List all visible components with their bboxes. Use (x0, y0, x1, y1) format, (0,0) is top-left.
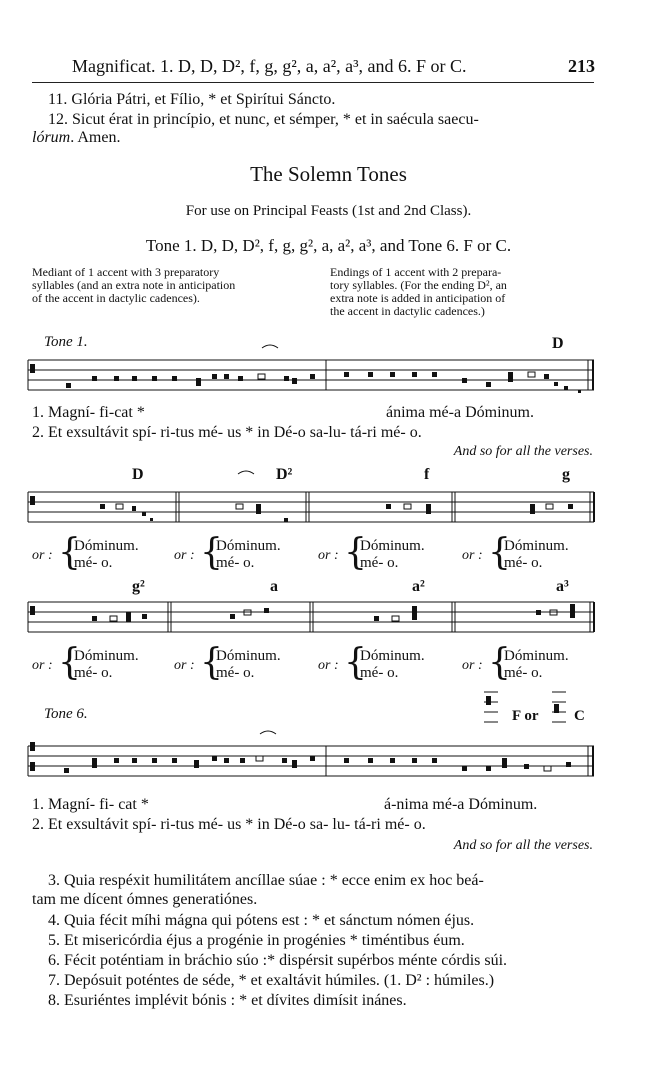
tone1-line1-left: 1. Magní- fi-cat * (32, 404, 145, 421)
verse-6: 6. Fécit poténtiam in bráchio súo :* dispérsit supérbos ménte córdis súi. (48, 952, 508, 969)
or-label: or : (318, 548, 339, 563)
ending-d-word1: Dóminum. (74, 538, 139, 554)
ending-g2-word2: mé- o. (74, 665, 113, 681)
tone6-and-so: And so for all the verses. (453, 838, 593, 853)
c-clef-icon-svg (552, 688, 570, 730)
tone1-and-so: And so for all the verses. (453, 444, 593, 459)
ending-g2-word1: Dóminum. (74, 648, 139, 664)
verse-7: 7. Depósuit poténtes de séde, * et exaltávit húmiles. (1. D² : húmiles.) (48, 972, 495, 989)
ending-f-word1: Dóminum. (360, 538, 425, 554)
header-rule (32, 82, 594, 83)
tone1-staff-svg (28, 356, 594, 398)
ending-label-a2: a² (412, 578, 425, 595)
ending-label-a3: a³ (556, 578, 569, 595)
tone6-f-or (512, 708, 539, 725)
verse-12-italic: lórum (32, 129, 71, 146)
endings-row1-staff (28, 488, 594, 530)
endings-row1-staff-svg (28, 488, 594, 530)
tone1-ending-label: D (552, 335, 564, 352)
ending-a2-word2: mé- o. (360, 665, 399, 681)
tone6-staff (28, 742, 594, 784)
ending-f-word2: mé- o. (360, 555, 399, 571)
ending-a-word1: Dóminum. (216, 648, 281, 664)
ending-a-word2: mé- o. (216, 665, 255, 681)
or-label: or : (174, 658, 195, 673)
verse-12-line1: 12. Sicut érat in princípio, et nunc, et sémper, * et in saécula saecu- (48, 111, 479, 128)
brace-icon: { (58, 532, 81, 573)
ending-label-a: a (270, 578, 278, 595)
verse-8: 8. Esuriéntes implévit bónis : * et dívites dimísit inánes. (48, 992, 407, 1009)
endings-row2-staff (28, 598, 594, 640)
endings-note-line4: the accent in dactylic cadences.) (330, 304, 485, 318)
mediant-note (32, 266, 312, 305)
brace-icon: { (58, 642, 81, 683)
tone6-line2: 2. Et exsultávit spí- ri-tus mé- us * in Dé-o sa- lu- tá-ri mé- o. (32, 816, 426, 833)
section-subtitle: For use on Principal Feasts (1st and 2nd Class). (185, 203, 472, 219)
endings-row2-staff-svg (28, 598, 594, 640)
verse-11: 11. Glória Pátri, et Fílio, * et Spirítui Sáncto. (48, 91, 336, 108)
ending-d-word2: mé- o. (74, 555, 113, 571)
ending-d2-word1: Dóminum. (216, 538, 281, 554)
tone6-f-or-text: F or (512, 708, 539, 724)
verse-12-amen: . Amen. (70, 129, 121, 146)
mediant-note-line2: syllables (and an extra note in anticipation (32, 278, 236, 292)
f-clef-icon (484, 688, 502, 730)
section-title: The Solemn Tones (250, 162, 407, 186)
ending-g-word1: Dóminum. (504, 538, 569, 554)
brace-icon: { (344, 532, 367, 573)
ending-a2-word1: Dóminum. (360, 648, 425, 664)
mediant-note-line3: of the accent in dactylic cadences). (32, 291, 200, 305)
running-title: Magnificat. 1. D, D, D², f, g, g², a, a², a³, and 6. F or C. (72, 56, 467, 76)
or-label: or : (462, 658, 483, 673)
c-clef-icon (552, 688, 570, 730)
brace-icon: { (344, 642, 367, 683)
brace-icon: { (488, 642, 511, 683)
verse-12-line2 (32, 129, 120, 147)
tone6-staff-svg (28, 742, 594, 784)
ending-label-d2: D² (276, 466, 293, 483)
or-label: or : (174, 548, 195, 563)
ending-d2-word2: mé- o. (216, 555, 255, 571)
brace-icon: { (200, 532, 223, 573)
ending-a3-word1: Dóminum. (504, 648, 569, 664)
tone6-line1-left: 1. Magní- fi- cat * (32, 796, 149, 813)
tone1-line1-right: ánima mé-a Dóminum. (386, 404, 534, 421)
f-clef-icon-svg (484, 688, 502, 730)
endings-note-line3: extra note is added in anticipation of (330, 291, 506, 305)
mediant-note-line1: Mediant of 1 accent with 3 preparatory (32, 265, 220, 279)
endings-note (330, 266, 594, 318)
or-label: or : (32, 658, 53, 673)
tone-heading: Tone 1. D, D, D², f, g, g², a, a², a³, and Tone 6. F or C. (145, 236, 512, 255)
ending-label-g: g (562, 466, 570, 483)
brace-icon: { (200, 642, 223, 683)
verse-4: 4. Quia fécit míhi mágna qui pótens est : * et sánctum nómen éjus. (48, 912, 475, 929)
ending-label-f: f (424, 466, 430, 483)
tone6-line1-right: á-nima mé-a Dóminum. (384, 796, 538, 813)
tone1-label: Tone 1. (44, 334, 88, 350)
or-label: or : (32, 548, 53, 563)
verse-5: 5. Et misericórdia éjus a progénie in progénies * timéntibus éum. (48, 932, 465, 949)
brace-icon: { (488, 532, 511, 573)
ending-label-g2: g² (132, 578, 145, 595)
tone1-line2: 2. Et exsultávit spí- ri-tus mé- us * in Dé-o sa-lu- tá-ri mé- o. (32, 424, 422, 441)
tone6-label: Tone 6. (44, 706, 88, 722)
ending-g-word2: mé- o. (504, 555, 543, 571)
or-label: or : (462, 548, 483, 563)
endings-note-line2: tory syllables. (For the ending D², an (330, 278, 507, 292)
verse-3-line1: 3. Quia respéxit humilitátem ancíllae súae : * ecce enim ex hoc beá- (48, 872, 484, 889)
endings-note-line1: Endings of 1 accent with 2 prepara- (330, 265, 502, 279)
ending-label-d: D (132, 466, 144, 483)
tone1-staff (28, 356, 594, 398)
verse-3-line2: tam me dícent ómnes generatiónes. (32, 891, 258, 908)
page-number: 213 (568, 56, 595, 76)
tone6-c: C (574, 708, 585, 724)
ending-a3-word2: mé- o. (504, 665, 543, 681)
or-label: or : (318, 658, 339, 673)
